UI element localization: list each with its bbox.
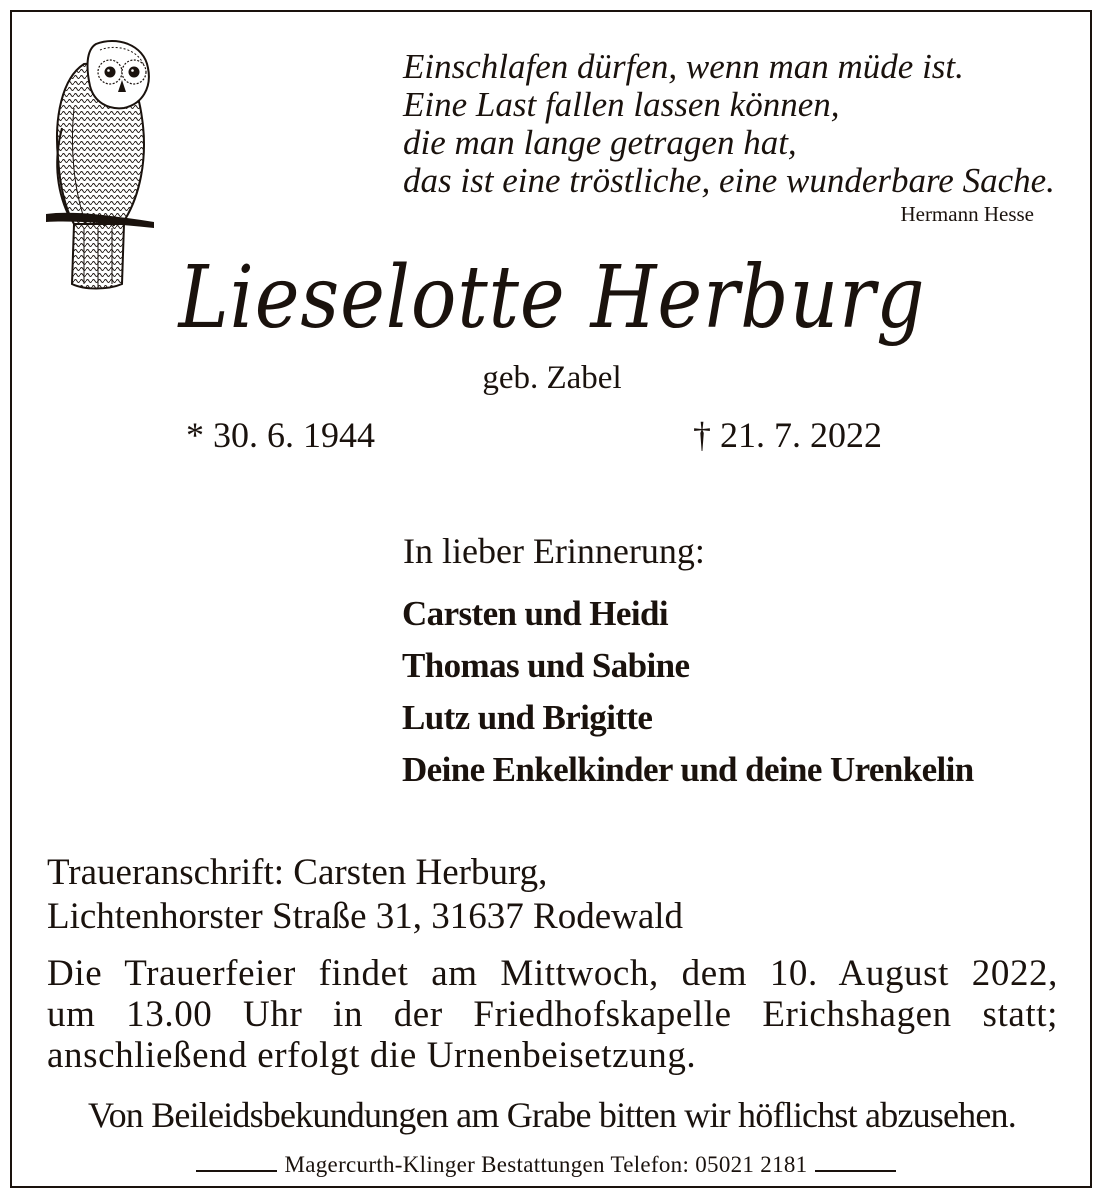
poem-line: Einschlafen dürfen, wenn man müde ist. <box>403 47 964 86</box>
mourner: Thomas und Sabine <box>402 646 690 685</box>
ceremony-details <box>47 953 1058 1076</box>
poem-line: die man lange getragen hat, <box>403 123 797 162</box>
mourning-address <box>47 851 683 939</box>
footer <box>196 1152 896 1182</box>
poem-line: Eine Last fallen lassen können, <box>403 85 840 124</box>
deceased-name: Lieselotte Herburg <box>178 248 926 348</box>
poem-line: das ist eine tröstliche, eine wunderbare Sache. <box>403 161 1055 200</box>
address-line-1: Traueranschrift: Carsten Herburg, <box>47 852 548 893</box>
mourners-list <box>402 588 974 796</box>
death-date: † 21. 7. 2022 <box>693 415 882 455</box>
poem-author: Hermann Hesse <box>900 202 1034 226</box>
mourner: Deine Enkelkinder und deine Urenkelin <box>402 750 974 789</box>
ceremony-line-1: Die Trauerfeier findet am Mittwoch, dem 10. August 2022, <box>47 953 1058 994</box>
ceremony-line-2: um 13.00 Uhr in der Friedhofskapelle Erichshagen statt; <box>47 994 1058 1035</box>
memory-label: In lieber Erinnerung: <box>403 531 705 571</box>
ceremony-line-3: anschließend erfolgt die Urnenbeisetzung. <box>47 1035 697 1076</box>
address-line-2: Lichtenhorster Straße 31, 31637 Rodewald <box>47 896 684 937</box>
undertaker-contact: Magercurth-Klinger Bestattungen Telefon: 05021 2181 <box>277 1152 816 1177</box>
mourner: Lutz und Brigitte <box>402 698 653 737</box>
poem <box>403 47 1055 200</box>
birth-date: * 30. 6. 1944 <box>186 415 375 455</box>
condolence-request: Von Beileidsbekundungen am Grabe bitten wir höflichst abzusehen. <box>88 1095 1016 1135</box>
maiden-name: geb. Zabel <box>482 360 622 396</box>
mourner: Carsten und Heidi <box>402 594 668 633</box>
